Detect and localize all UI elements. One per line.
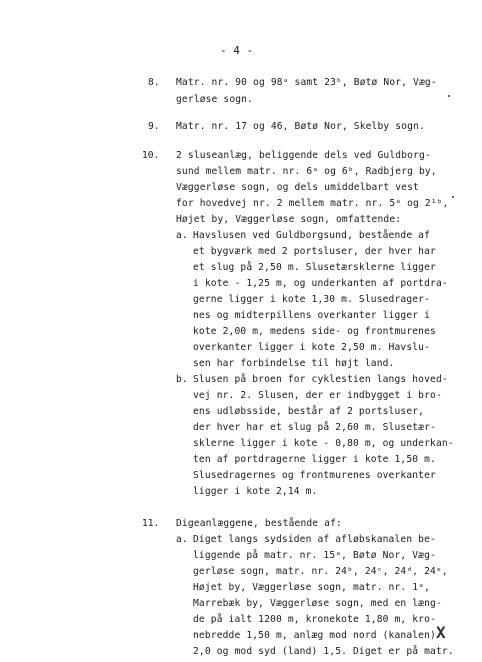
subitem-10b-line-5: sklerne ligger i kote - 0,80 m, og underkan- <box>193 438 454 449</box>
subitem-10a-line-2: et bygværk med 2 portsluser, der hver har <box>193 246 436 257</box>
subitem-10a-label: a. <box>176 230 188 241</box>
subitem-11a-line-4: Højet by, Væggerløse sogn, matr. nr. 1ᵃ, <box>193 582 431 593</box>
subitem-10b-line-3: ens udløbsside, består af 2 portsluser, <box>193 406 425 417</box>
subitem-10a-line-4: i kote - 1,25 m, og underkanten af portdra- <box>193 278 448 289</box>
item-11-line-1: Digeanlæggene, bestående af: <box>176 518 342 529</box>
scan-speck <box>452 196 454 198</box>
item-10-line-1: 2 sluseanlæg, beliggende dels ved Guldborg- <box>176 150 431 161</box>
item-11-number: 11. <box>142 518 160 529</box>
item-10-line-3: Væggerløse sogn, og dels umiddelbart vest <box>176 182 419 193</box>
item-10-line-5: Højet by, Væggerløse sogn, omfattende: <box>176 214 402 225</box>
margin-x-mark: X <box>436 623 446 642</box>
item-10-number: 10. <box>142 150 160 161</box>
subitem-10b-line-6: ten af portdragerne ligger i kote 1,50 m. <box>193 454 436 465</box>
subitem-10a-line-8: overkanter ligger i kote 2,50 m. Havslu- <box>193 342 431 353</box>
item-8-line-2: gerløse sogn. <box>176 94 254 105</box>
subitem-11a-line-6: de på ialt 1200 m, kronekote 1,80 m, kro- <box>193 614 436 625</box>
subitem-11a-line-8: 2,0 og mod syd (land) 1,5. Diget er på matr. <box>193 646 454 657</box>
subitem-10a-line-7: kote 2,00 m, medens side- og frontmurenes <box>193 326 436 337</box>
subitem-10a-line-5: gerne ligger i kote 1,30 m. Slusedrager- <box>193 294 431 305</box>
item-8-number: 8. <box>148 77 160 88</box>
item-9-number: 9. <box>148 121 160 132</box>
subitem-10a-line-1: Havslusen ved Guldborgsund, bestående af <box>193 230 431 241</box>
subitem-11a-line-7: nebredde 1,50 m, anlæg mod nord (kanalen) <box>193 630 436 641</box>
subitem-11a-line-2: liggende på matr. nr. 15ᵃ, Bøtø Nor, Væg- <box>193 550 436 561</box>
subitem-10b-line-4: der hver har et slug på 2,60 m. Slusetær- <box>193 422 436 433</box>
item-8-line-1: Matr. nr. 90 og 98ᵃ samt 23ᵇ, Bøtø Nor, Væg- <box>176 77 437 88</box>
subitem-11a-label: a. <box>176 534 188 545</box>
subitem-11a-line-1: Diget langs sydsiden af afløbskanalen be- <box>193 534 436 545</box>
subitem-11a-line-5: Marrebæk by, Væggerløse sogn, med en læng- <box>193 598 442 609</box>
item-9-line-1: Matr. nr. 17 og 46, Bøtø Nor, Skelby sogn. <box>176 121 425 132</box>
subitem-10a-line-3: et slug på 2,50 m. Slusetærsklerne ligger <box>193 262 436 273</box>
subitem-10a-line-9: sen har forbindelse til højt land. <box>193 358 395 369</box>
subitem-10b-line-1: Slusen på broen for cyklestien langs hoved- <box>193 374 448 385</box>
item-10-line-4: for hovedvej nr. 2 mellem matr. nr. 5ᵃ og 2¹ᵇ, <box>176 198 449 209</box>
scan-speck <box>448 95 450 97</box>
page-number: - 4 - <box>220 44 254 57</box>
item-10-line-2: sund mellem matr. nr. 6ᵃ og 6ᵇ, Radbjerg by, <box>176 166 437 177</box>
subitem-10b-label: b. <box>176 374 188 385</box>
subitem-11a-line-3: gerløse sogn, matr. nr. 24ᵇ, 24ᶜ, 24ᵈ, 24ᵉ, <box>193 566 448 577</box>
subitem-10a-line-6: nes og midterpillens overkanter ligger i <box>193 310 431 321</box>
subitem-10b-line-8: ligger i kote 2,14 m. <box>193 486 318 497</box>
subitem-10b-line-7: Slusedragernes og frontmurenes overkanter <box>193 470 436 481</box>
subitem-10b-line-2: vej nr. 2. Slusen, der er indbygget i bro- <box>193 390 442 401</box>
